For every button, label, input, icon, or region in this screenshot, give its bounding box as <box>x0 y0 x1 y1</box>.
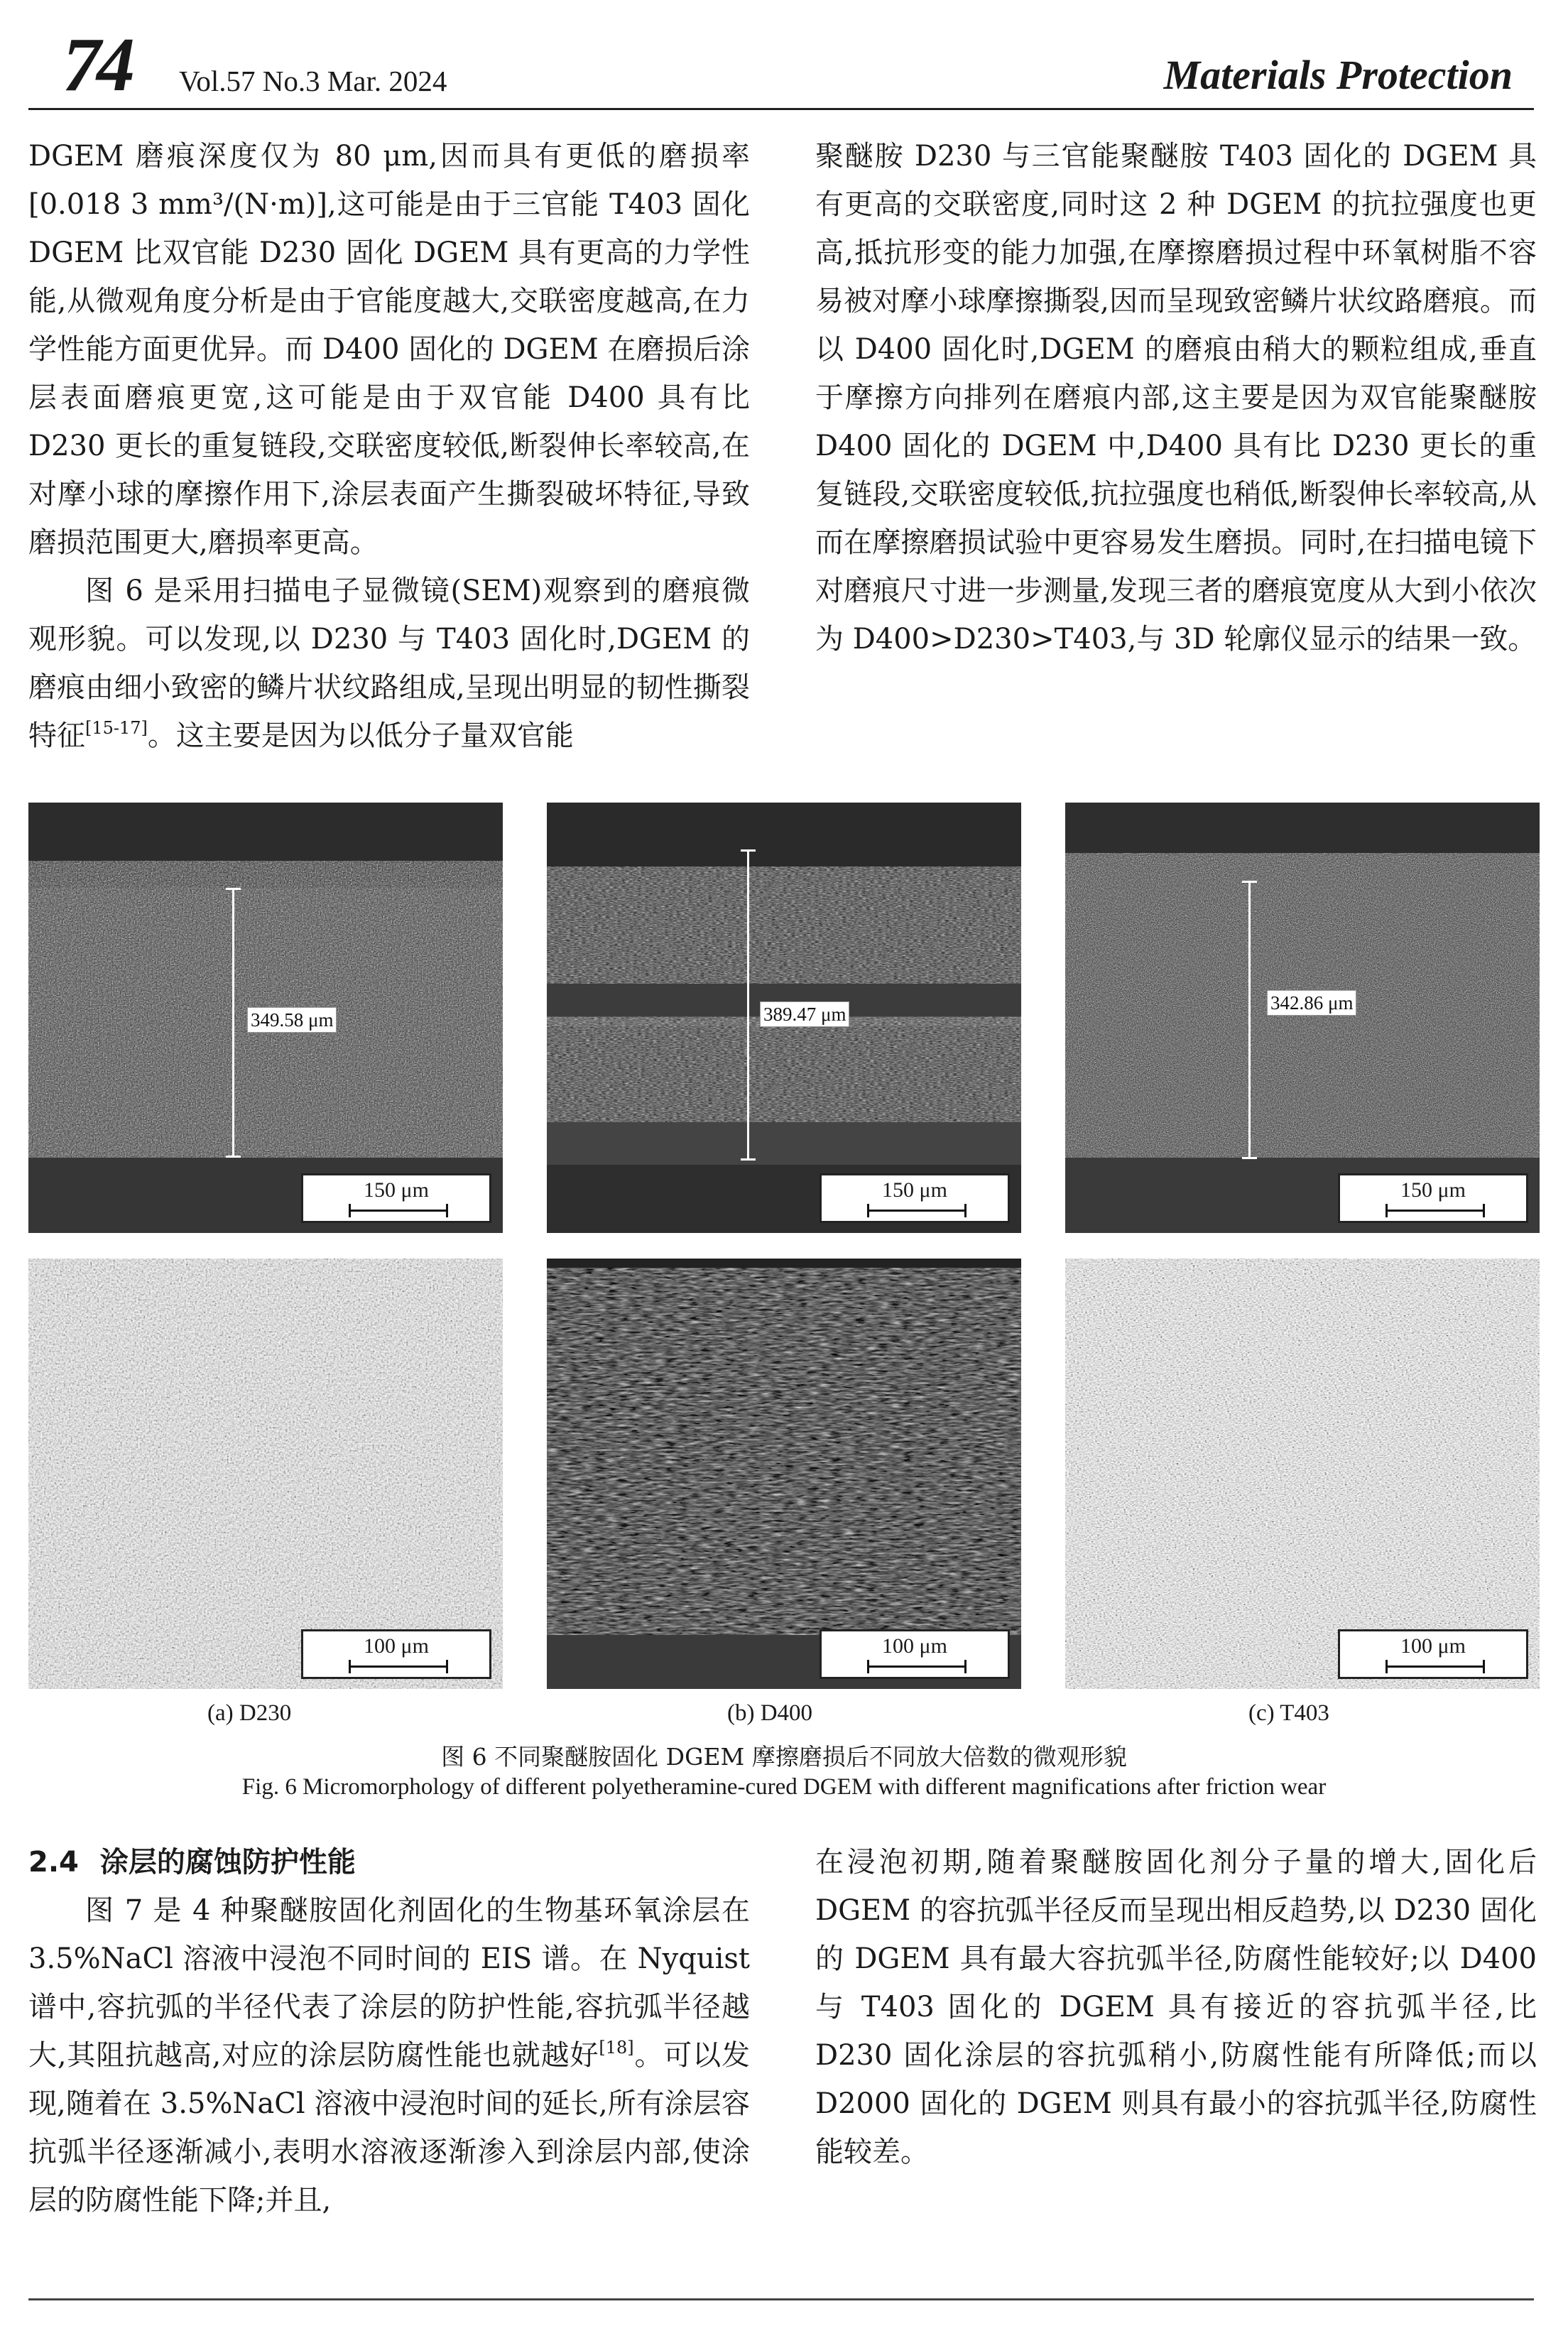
header-rule <box>28 108 1534 110</box>
text-column-top-left <box>28 132 750 760</box>
sem-texture <box>28 1259 503 1689</box>
text-column-top-right <box>815 132 1537 663</box>
section-heading: 2.4 涂层的腐蚀防护性能 <box>28 1846 356 1879</box>
sem-image-d230-low-mag <box>28 803 503 1233</box>
measurement-label: 342.86 μm <box>1267 990 1356 1016</box>
footer-rule <box>28 2298 1534 2300</box>
subfigure-label-b: (b) D400 <box>727 1700 813 1726</box>
scale-bar: 150 μm <box>301 1173 491 1223</box>
citation: [18] <box>599 2038 634 2058</box>
issue-info: Vol.57 No.3 Mar. 2024 <box>179 65 447 97</box>
sem-image-d400-low-mag <box>547 803 1021 1233</box>
subfigure-label-a: (a) D230 <box>207 1700 292 1726</box>
measurement-line <box>232 888 234 1158</box>
sem-image-d230-high-mag <box>28 1259 503 1689</box>
paragraph: 图 6 是采用扫描电子显微镜(SEM)观察到的磨痕微观形貌。可以发现,以 D230 与 T403 固化时,DGEM 的磨痕由细小致密的鳞片状纹路组成,呈现出明显的韧性撕裂特征[15-17]。这主要是因为以低分子量双官能 <box>28 575 750 752</box>
scale-bar: 100 μm <box>820 1629 1010 1679</box>
page-number: 74 <box>62 23 131 107</box>
scale-bar: 100 μm <box>1338 1629 1528 1679</box>
text-column-bottom-right <box>815 1838 1537 2176</box>
paragraph: 图 7 是 4 种聚醚胺固化剂固化的生物基环氧涂层在 3.5%NaCl 溶液中浸泡不同时间的 EIS 谱。在 Nyquist 谱中,容抗弧的半径代表了涂层的防护性能,容抗弧半径越大,其阻抗越高,对应的涂层防腐性能也就越好[18]。可以发现,随着在 3.5%NaCl 溶液中浸泡时间的延长,所有涂层容抗弧半径逐渐减小,表明水溶液逐渐渗入到涂层内部,使涂层的防腐性能下降;并且, <box>28 1894 751 2217</box>
scale-bar: 150 μm <box>820 1173 1010 1223</box>
sem-texture <box>547 1259 1021 1689</box>
page-header <box>28 23 1513 107</box>
paragraph: 聚醚胺 D230 与三官能聚醚胺 T403 固化的 DGEM 具有更高的交联密度,同时这 2 种 DGEM 的抗拉强度也更高,抵抗形变的能力加强,在摩擦磨损过程中环氧树脂不容易被对摩小球摩擦撕裂,因而呈现致密鳞片状纹路磨痕。而以 D400 固化时,DGEM 的磨痕由稍大的颗粒组成,垂直于摩擦方向排列在磨痕内部,这主要是因为双官能聚醚胺 D400 固化的 DGEM 中,D400 具有比 D230 更长的重复链段,交联密度较低,抗拉强度也稍低,断裂伸长率较高,从而在摩擦磨损试验中更容易发生磨损。同时,在扫描电镜下对磨痕尺寸进一步测量,发现三者的磨痕宽度从大到小依次为 D400>D230>T403,与 3D 轮廓仪显示的结果一致。 <box>815 140 1537 656</box>
subfigure-label-c: (c) T403 <box>1248 1700 1329 1726</box>
measurement-line <box>1248 881 1251 1159</box>
sem-image-d400-high-mag <box>547 1259 1021 1689</box>
journal-name: Materials Protection <box>1163 52 1513 98</box>
scale-bar: 150 μm <box>1338 1173 1528 1223</box>
scale-bar: 100 μm <box>301 1629 491 1679</box>
paragraph: 在浸泡初期,随着聚醚胺固化剂分子量的增大,固化后 DGEM 的容抗弧半径反而呈现出相反趋势,以 D230 固化的 DGEM 具有最大容抗弧半径,防腐性能较好;以 D400 与 T403 固化的 DGEM 具有接近的容抗弧半径,比 D230 固化涂层的容抗弧稍小,防腐性能有所降低;而以 D2000 固化的 DGEM 则具有最小的容抗弧半径,防腐性能较差。 <box>815 1846 1537 2168</box>
sem-texture <box>1065 1259 1540 1689</box>
figure-caption-cn: 图 6 不同聚醚胺固化 DGEM 摩擦磨损后不同放大倍数的微观形貌 <box>441 1743 1127 1771</box>
sem-image-t403-high-mag <box>1065 1259 1540 1689</box>
citation: [15-17] <box>85 718 148 738</box>
sem-texture <box>1065 803 1540 1233</box>
paragraph: DGEM 磨痕深度仅为 80 μm,因而具有更低的磨损率[0.018 3 mm³/(N·m)],这可能是由于三官能 T403 固化 DGEM 比双官能 D230 固化 DGEM 具有更高的力学性能,从微观角度分析是由于官能度越大,交联密度越高,在力学性能方面更优异。而 D400 固化的 DGEM 在磨损后涂层表面磨痕更宽,这可能是由于双官能 D400 具有比 D230 更长的重复链段,交联密度较低,断裂伸长率较高,在对摩小球的摩擦作用下,涂层表面产生撕裂破坏特征,导致磨损范围更大,磨损率更高。 <box>28 140 750 559</box>
text-column-bottom-left <box>28 1838 750 2224</box>
figure-caption-en: Fig. 6 Micromorphology of different polyetheramine-cured DGEM with different magnifications after friction wear <box>241 1774 1327 1800</box>
measurement-label: 389.47 μm <box>760 1001 849 1027</box>
sem-image-t403-low-mag <box>1065 803 1540 1233</box>
measurement-label: 349.58 μm <box>247 1007 337 1033</box>
measurement-line <box>747 849 749 1161</box>
